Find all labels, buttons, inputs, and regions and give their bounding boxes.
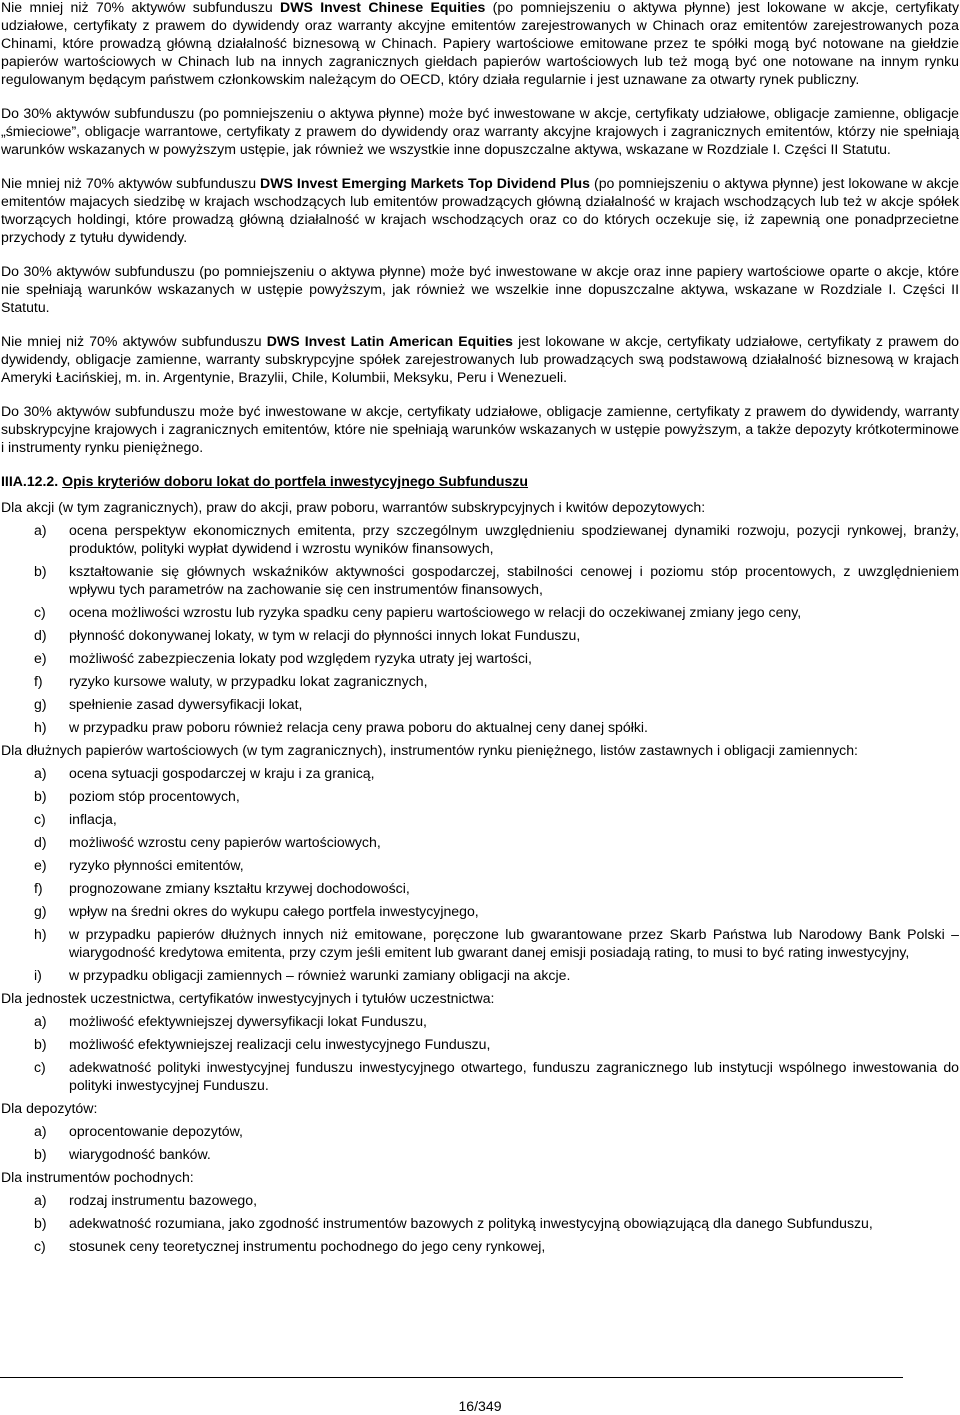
fund-name: DWS Invest Emerging Markets Top Dividend Plus <box>260 175 591 191</box>
list-item <box>1 672 959 690</box>
item-label: h) <box>34 719 47 735</box>
item-label: h) <box>34 926 47 942</box>
list-item <box>1 1237 959 1255</box>
list-item <box>1 1191 959 1209</box>
list-item <box>1 1122 959 1140</box>
item-label: b) <box>34 563 47 579</box>
item-text: ocena perspektyw ekonomicznych emitenta, przy szczególnym uwzględnieniu spodziewanej dynamiki rozwoju, pozycji rynkowej, branży, produktów, polityki wypłat dywidend i wzrostu wyników finansowych, <box>69 522 959 556</box>
item-text: inflacja, <box>69 811 117 827</box>
paragraph-chinese-equities: Nie mniej niż 70% aktywów subfunduszu DWS Invest Chinese Equities (po pomniejszeniu o aktywa płynne) jest lokowane w akcje, certyfikaty udziałowe, certyfikaty z prawem do dywidendy oraz warranty akcyjne emitentów zarejestrowanych w Chinach oraz emitentów zarejestrowanych poza Chinami, które prowadzą główną działalność biznesową w Chinach. Papiery wartościowe emitowane przez te spółki mogą być notowane na giełdzie papierów wartościowych w Chinach lub na innych zagranicznych giełdach papierów wartościowych lub też mogą być one notowane na innym rynku regulowanym będącym państwem członkowskim należącym do OECD, który działa regularnie i jest uznawane za otwarty rynek publiczny. <box>1 0 959 87</box>
item-label: c) <box>34 811 46 827</box>
list-item <box>1 695 959 713</box>
list-item <box>1 879 959 897</box>
item-text: możliwość zabezpieczenia lokaty pod względem ryzyka utraty jej wartości, <box>69 650 532 666</box>
item-text: w przypadku obligacji zamiennych – również warunki zamiany obligacji na akcje. <box>69 967 571 983</box>
fund-name: DWS Invest Chinese Equities <box>280 0 486 15</box>
list-item <box>1 718 959 736</box>
section-intro-debt: Dla dłużnych papierów wartościowych (w tym zagranicznych), instrumentów rynku pieniężnego, listów zastawnych i obligacji zamiennych: <box>1 742 858 758</box>
item-label: d) <box>34 834 47 850</box>
list-item <box>1 810 959 828</box>
section-intro-units: Dla jednostek uczestnictwa, certyfikatów inwestycyjnych i tytułów uczestnictwa: <box>1 990 495 1006</box>
section-intro-shares: Dla akcji (w tym zagranicznych), praw do akcji, praw poboru, warrantów subskrypcyjnych i kwitów depozytowych: <box>1 499 706 515</box>
section-heading <box>1 472 959 490</box>
item-text: możliwość efektywniejszej dywersyfikacji lokat Funduszu, <box>69 1013 427 1029</box>
item-text: adekwatność rozumiana, jako zgodność instrumentów bazowych z polityką inwestycyjną obowiązującą dla danego Subfunduszu, <box>69 1215 873 1231</box>
item-text: prognozowane zmiany kształtu krzywej dochodowości, <box>69 880 410 896</box>
section-number: IIIA.12.2. <box>1 473 59 489</box>
page-number: 16/349 <box>458 1398 502 1414</box>
item-label: d) <box>34 627 47 643</box>
document-page <box>1 0 959 1260</box>
item-text: spełnienie zasad dywersyfikacji lokat, <box>69 696 303 712</box>
criteria-list-shares <box>1 521 959 736</box>
criteria-list-derivatives <box>1 1191 959 1255</box>
list-item <box>1 1058 959 1094</box>
item-label: e) <box>34 857 47 873</box>
list-item <box>1 856 959 874</box>
section-intro-deposits: Dla depozytów: <box>1 1100 98 1116</box>
item-label: b) <box>34 1036 47 1052</box>
item-label: b) <box>34 1215 47 1231</box>
list-item <box>1 966 959 984</box>
item-text: kształtowanie się głównych wskaźników aktywności gospodarczej, stabilności cenowej i poziomu stóp procentowych, z uwzględnieniem wpływu tych parametrów na zachowanie się cen instrumentów finansowych, <box>69 563 959 597</box>
item-text: ryzyko płynności emitentów, <box>69 857 244 873</box>
item-label: b) <box>34 1146 47 1162</box>
list-item <box>1 833 959 851</box>
item-label: g) <box>34 696 47 712</box>
item-label: a) <box>34 1192 47 1208</box>
item-text: ryzyko kursowe waluty, w przypadku lokat zagranicznych, <box>69 673 428 689</box>
list-item <box>1 787 959 805</box>
list-item <box>1 1145 959 1163</box>
item-text: poziom stóp procentowych, <box>69 788 240 804</box>
list-item <box>1 626 959 644</box>
item-text: ocena możliwości wzrostu lub ryzyka spadku ceny papieru wartościowego w relacji do oczekiwanej zmiany jego ceny, <box>69 604 802 620</box>
item-text: wiarygodność banków. <box>69 1146 211 1162</box>
paragraph-latin-american: Nie mniej niż 70% aktywów subfunduszu DWS Invest Latin American Equities jest lokowane w akcje, certyfikaty udziałowe, certyfikaty z prawem do dywidendy, obligacje zamienne, warranty subskrypcyjne spółek zarejestrowanych lub prowadzących swą podstawową działalność biznesową w krajach Ameryki Łacińskiej, m. in. Argentynie, Brazylii, Chile, Kolumbii, Meksyku, Peru i Wenezueli. <box>1 333 960 385</box>
paragraph-latin-american-30: Do 30% aktywów subfunduszu może być inwestowane w akcje, certyfikaty udziałowe, obligacje zamienne, certyfikaty z prawem do dywidendy, warranty subskrypcyjne krajowych i zagranicznych emitentów, które nie spełniają warunków wskazanych w ustępie powyższym, a także depozyty krótkoterminowe i instrumenty rynku pieniężnego. <box>1 403 959 455</box>
item-text: adekwatność polityki inwestycyjnej funduszu inwestycyjnego otwartego, funduszu zagranicznego lub instytucji wspólnego inwestowania do polityki inwestycyjnej Funduszu. <box>69 1059 959 1093</box>
item-text: w przypadku papierów dłużnych innych niż emitowane, poręczone lub gwarantowane przez Skarb Państwa lub Narodowy Bank Polski – wiarygodność kredytowa emitenta, przy czym jeśli emitent lub gwarant danej emisji posiadają rating, to musi to być rating inwestycyjny, <box>69 926 959 960</box>
footer-divider <box>0 1377 903 1378</box>
item-text: stosunek ceny teoretycznej instrumentu pochodnego do jego ceny rynkowej, <box>69 1238 546 1254</box>
item-text: ocena sytuacji gospodarczej w kraju i za granicą, <box>69 765 375 781</box>
item-label: g) <box>34 903 47 919</box>
list-item <box>1 562 959 598</box>
criteria-list-debt <box>1 764 959 984</box>
paragraph-emerging-markets-30: Do 30% aktywów subfunduszu (po pomniejszeniu o aktywa płynne) może być inwestowane w akcje oraz inne papiery wartościowe oparte o akcje, które nie spełniają warunków wskazanych w ustępie powyższym, jak również we wszelkie inne dopuszczalne aktywa, wskazane w Rozdziale I. Części II Statutu. <box>1 263 959 315</box>
list-item <box>1 1214 959 1232</box>
item-label: a) <box>34 1123 47 1139</box>
item-text: wpływ na średni okres do wykupu całego portfela inwestycyjnego, <box>69 903 479 919</box>
item-label: i) <box>34 967 42 983</box>
paragraph-emerging-markets: Nie mniej niż 70% aktywów subfunduszu DWS Invest Emerging Markets Top Dividend Plus (po pomniejszeniu o aktywa płynne) jest lokowane w akcje emitentów majacych siedzibę w krajach wschodzących lub emitentów prowadzących główną działalność w krajach wschodzących lub też w akcje spółek tworzących holdingi, które prowadzą główną działalność w krajach wschodzących oraz co do których oczekuje się, iż zapewnią one ponadprzecietne przychody z tytułu dywidendy. <box>1 175 959 245</box>
item-label: a) <box>34 522 47 538</box>
item-text: płynność dokonywanej lokaty, w tym w relacji do płynności innych lokat Funduszu, <box>69 627 581 643</box>
list-item <box>1 925 959 961</box>
section-intro-derivatives: Dla instrumentów pochodnych: <box>1 1169 194 1185</box>
item-text: w przypadku praw poboru również relacja ceny prawa poboru do aktualnej ceny danej spółki. <box>69 719 648 735</box>
item-label: c) <box>34 604 46 620</box>
item-text: możliwość efektywniejszej realizacji celu inwestycyjnego Funduszu, <box>69 1036 491 1052</box>
item-label: f) <box>34 880 43 896</box>
paragraph-chinese-equities-30: Do 30% aktywów subfunduszu (po pomniejszeniu o aktywa płynne) może być inwestowane w akcje, certyfikaty udziałowe, obligacje zamienne, obligacje „śmieciowe”, obligacje warrantowe, certyfikaty z prawem do dywidendy oraz warranty akcyjne krajowych i zagranicznych emitentów, którzy nie spełniają warunków wskazanych w powyższym ustępie, jak również we wszystkie inne dopuszczalne aktywa, wskazane w Rozdziale I. Części II Statutu. <box>1 105 959 157</box>
item-text: oprocentowanie depozytów, <box>69 1123 243 1139</box>
item-label: e) <box>34 650 47 666</box>
list-item <box>1 1035 959 1053</box>
section-title: Opis kryteriów doboru lokat do portfela inwestycyjnego Subfunduszu <box>62 473 529 489</box>
criteria-list-deposits <box>1 1122 959 1163</box>
item-label: b) <box>34 788 47 804</box>
item-label: c) <box>34 1059 46 1075</box>
list-item <box>1 764 959 782</box>
list-item <box>1 902 959 920</box>
item-text: rodzaj instrumentu bazowego, <box>69 1192 258 1208</box>
list-item <box>1 649 959 667</box>
criteria-list-units <box>1 1012 959 1094</box>
item-label: c) <box>34 1238 46 1254</box>
item-label: a) <box>34 1013 47 1029</box>
list-item <box>1 603 959 621</box>
item-label: a) <box>34 765 47 781</box>
list-item <box>1 1012 959 1030</box>
item-label: f) <box>34 673 43 689</box>
list-item <box>1 521 959 557</box>
fund-name: DWS Invest Latin American Equities <box>266 333 514 349</box>
item-text: możliwość wzrostu ceny papierów wartościowych, <box>69 834 381 850</box>
